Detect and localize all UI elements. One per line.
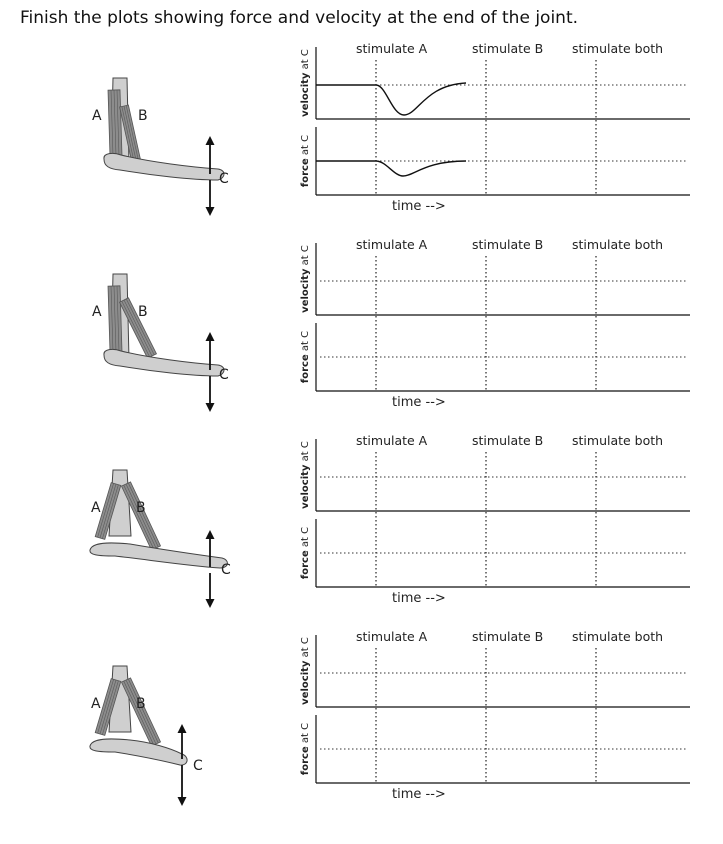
force-axis-label-rest: at C — [300, 134, 311, 159]
stimulus-label: stimulate B — [472, 433, 544, 448]
label-b: B — [136, 500, 146, 516]
force-axis-label-bold: force — [300, 354, 311, 384]
arrow-down-icon — [178, 797, 187, 806]
time-axis-label: time --> — [392, 591, 446, 606]
stimulus-label: stimulate B — [472, 629, 544, 644]
force-axis-label — [300, 135, 311, 187]
stimulus-label: stimulate A — [356, 629, 428, 644]
velocity-curve — [316, 83, 466, 115]
joint-diagram-3 — [90, 470, 231, 608]
page-title: Finish the plots showing force and velocity at the end of the joint. — [20, 8, 579, 28]
stimulus-label: stimulate both — [572, 41, 664, 56]
forearm-bone — [90, 739, 187, 765]
stimulus-label: stimulate A — [356, 237, 428, 252]
stimulus-label: stimulate both — [572, 237, 664, 252]
arrow-down-icon — [206, 599, 215, 608]
velocity-axis-label — [300, 637, 311, 705]
label-c: C — [221, 562, 231, 578]
arrow-up-icon — [206, 332, 215, 341]
label-a: A — [92, 108, 102, 124]
force-axis-label-bold: force — [300, 550, 311, 580]
stimulus-label: stimulate B — [472, 41, 544, 56]
stimulus-label: stimulate both — [572, 433, 664, 448]
label-b: B — [138, 304, 148, 320]
stimulus-label: stimulate both — [572, 629, 664, 644]
stimulus-label: stimulate B — [472, 237, 544, 252]
plot-group-2 — [300, 237, 690, 410]
time-axis-label: time --> — [392, 395, 446, 410]
force-axis-label — [300, 723, 311, 775]
arrow-up-icon — [178, 724, 187, 733]
label-a: A — [91, 500, 101, 516]
time-axis-label: time --> — [392, 199, 446, 214]
velocity-axis-label-bold: velocity — [300, 268, 311, 313]
velocity-axis-label-rest: at C — [300, 245, 311, 269]
label-b: B — [138, 108, 148, 124]
label-a: A — [91, 696, 101, 712]
arrow-down-icon — [206, 207, 215, 216]
muscle-fiber — [126, 484, 156, 548]
velocity-axis-label — [300, 245, 311, 313]
force-axis-label — [300, 331, 311, 383]
velocity-axis-label — [300, 441, 311, 509]
velocity-axis-label — [300, 49, 311, 117]
plot-group-4 — [300, 629, 690, 802]
joint-diagram-1 — [92, 78, 229, 216]
force-axis-label-rest: at C — [300, 330, 311, 355]
forearm-bone — [104, 349, 224, 376]
joint-diagram-4 — [90, 666, 203, 806]
joint-diagram-2 — [92, 274, 229, 412]
arrow-up-icon — [206, 136, 215, 145]
plot-group-3 — [300, 433, 690, 606]
velocity-axis-label-bold: velocity — [300, 72, 311, 117]
force-axis-label-bold: force — [300, 746, 311, 776]
force-axis-label-rest: at C — [300, 722, 311, 747]
plot-group-1 — [300, 41, 690, 214]
stimulus-label: stimulate A — [356, 433, 428, 448]
force-axis-label — [300, 527, 311, 579]
label-c: C — [219, 367, 229, 383]
label-c: C — [219, 171, 229, 187]
label-c: C — [193, 758, 203, 774]
time-axis-label: time --> — [392, 787, 446, 802]
velocity-axis-label-rest: at C — [300, 49, 311, 73]
stimulus-label: stimulate A — [356, 41, 428, 56]
label-b: B — [136, 696, 146, 712]
velocity-axis-label-bold: velocity — [300, 660, 311, 705]
velocity-axis-label-bold: velocity — [300, 464, 311, 509]
muscle-fiber — [126, 680, 156, 744]
force-curve — [316, 161, 466, 176]
velocity-axis-label-rest: at C — [300, 441, 311, 465]
forearm-bone — [104, 153, 224, 180]
force-axis-label-bold: force — [300, 158, 311, 188]
label-a: A — [92, 304, 102, 320]
force-axis-label-rest: at C — [300, 526, 311, 551]
arrow-up-icon — [206, 530, 215, 539]
arrow-down-icon — [206, 403, 215, 412]
velocity-axis-label-rest: at C — [300, 637, 311, 661]
